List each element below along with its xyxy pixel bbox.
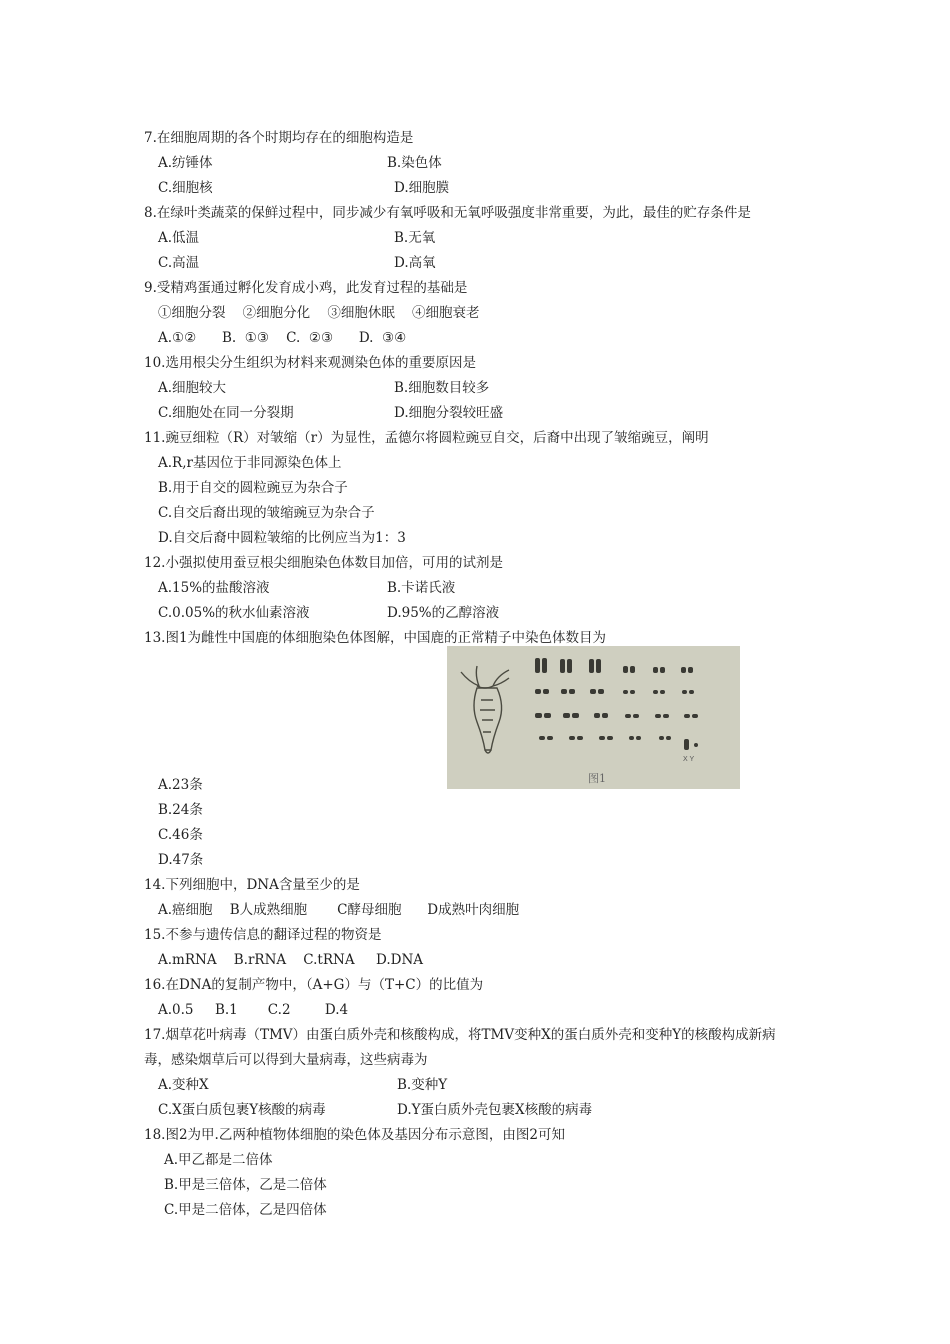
q17-option-c: C.X蛋白质包裹Y核酸的病毒	[158, 1102, 326, 1118]
chromosome-row-1	[535, 658, 693, 673]
q13-option-b: B.24条	[158, 802, 203, 818]
q10-stem: 10.选用根尖分生组织为材料来观测染色体的重要原因是	[144, 355, 476, 371]
q17-stem-line-1: 17.烟草花叶病毒（TMV）由蛋白质外壳和核酸构成，将TMV变种X的蛋白质外壳和变种Y的核酸构成新病	[144, 1027, 776, 1043]
q11-option-c: C.自交后裔出现的皱缩豌豆为杂合子	[158, 505, 375, 521]
q11-stem: 11.豌豆细粒（R）对皱缩（r）为显性，孟德尔将圆粒豌豆自交，后裔中出现了皱缩豌豆，阐明	[144, 430, 709, 446]
q18-stem: 18.图2为甲.乙两种植物体细胞的染色体及基因分布示意图，由图2可知	[144, 1127, 565, 1143]
chromosome-row-4	[539, 736, 671, 740]
q12-option-d: D.95%的乙醇溶液	[387, 605, 500, 621]
q8-option-c: C.高温	[158, 255, 200, 271]
q8-option-b: B.无氧	[394, 230, 436, 246]
q7-option-c: C.细胞核	[158, 180, 213, 196]
figure-1-caption: 图1	[588, 772, 606, 785]
q12-option-c: C.0.05%的秋水仙素溶液	[158, 605, 310, 621]
q17-option-a: A.变种X	[158, 1077, 209, 1093]
chromosome-row-3	[535, 713, 698, 718]
q8-option-d: D.高氧	[394, 255, 436, 271]
q13-option-c: C.46条	[158, 827, 203, 843]
q10-option-b: B.细胞数目较多	[394, 380, 490, 396]
q7-stem: 7.在细胞周期的各个时期均存在的细胞构造是	[144, 130, 414, 146]
sex-chromosome-label: X Y	[683, 756, 695, 763]
q9-stem: 9.受精鸡蛋通过孵化发育成小鸡，此发育过程的基础是	[144, 280, 468, 296]
q14-stem: 14.下列细胞中，DNA含量至少的是	[144, 877, 360, 893]
q18-option-a: A.甲乙都是二倍体	[164, 1152, 273, 1168]
q18-option-c: C.甲是二倍体，乙是四倍体	[164, 1202, 327, 1218]
q11-option-d: D.自交后裔中圆粒皱缩的比例应当为1：3	[158, 530, 406, 546]
q16-options: A.0.5 B.1 C.2 D.4	[158, 1002, 349, 1018]
q13-option-a: A.23条	[158, 777, 203, 793]
q17-option-d: D.Y蛋白质外壳包裹X核酸的病毒	[397, 1102, 593, 1118]
q15-stem: 15.不参与遗传信息的翻译过程的物资是	[144, 927, 382, 943]
deer-head-illustration	[461, 666, 509, 753]
q9-options: A.①② B. ①③ C. ②③ D. ③④	[158, 330, 407, 346]
chromosome-row-2	[535, 689, 694, 694]
sex-chromosomes	[684, 739, 698, 750]
q16-stem: 16.在DNA的复制产物中，（A+G）与（T+C）的比值为	[144, 977, 484, 993]
q13-stem: 13.图1为雌性中国鹿的体细胞染色体图解，中国鹿的正常精子中染色体数目为	[144, 630, 607, 646]
q12-option-a: A.15%的盐酸溶液	[158, 580, 270, 596]
q14-options: A.癌细胞 B人成熟细胞 C酵母细胞 D成熟叶肉细胞	[158, 902, 520, 918]
q10-option-c: C.细胞处在同一分裂期	[158, 405, 294, 421]
q7-option-b: B.染色体	[387, 155, 442, 171]
q17-stem-line-2: 毒，感染烟草后可以得到大量病毒，这些病毒为	[144, 1052, 428, 1068]
q15-options: A.mRNA B.rRNA C.tRNA D.DNA	[158, 952, 424, 968]
q8-option-a: A.低温	[158, 230, 200, 246]
q8-stem: 8.在绿叶类蔬菜的保鲜过程中，同步减少有氧呼吸和无氧呼吸强度非常重要，为此，最佳的贮存条件是	[144, 205, 751, 221]
q7-option-a: A.纺锤体	[158, 155, 213, 171]
q10-option-d: D.细胞分裂较旺盛	[394, 405, 504, 421]
q11-option-a: A.R,r基因位于非同源染色体上	[158, 455, 342, 471]
q9-items: ①细胞分裂 ②细胞分化 ③细胞休眠 ④细胞衰老	[158, 305, 480, 321]
q17-option-b: B.变种Y	[397, 1077, 448, 1093]
q12-stem: 12.小强拟使用蚕豆根尖细胞染色体数目加倍，可用的试剂是	[144, 555, 503, 571]
figure-1-karyotype	[447, 646, 740, 789]
q12-option-b: B.卡诺氏液	[387, 580, 456, 596]
q10-option-a: A.细胞较大	[158, 380, 227, 396]
q11-option-b: B.用于自交的圆粒豌豆为杂合子	[158, 480, 348, 496]
q7-option-d: D.细胞膜	[394, 180, 450, 196]
q18-option-b: B.甲是三倍体，乙是二倍体	[164, 1177, 327, 1193]
q13-option-d: D.47条	[158, 852, 204, 868]
